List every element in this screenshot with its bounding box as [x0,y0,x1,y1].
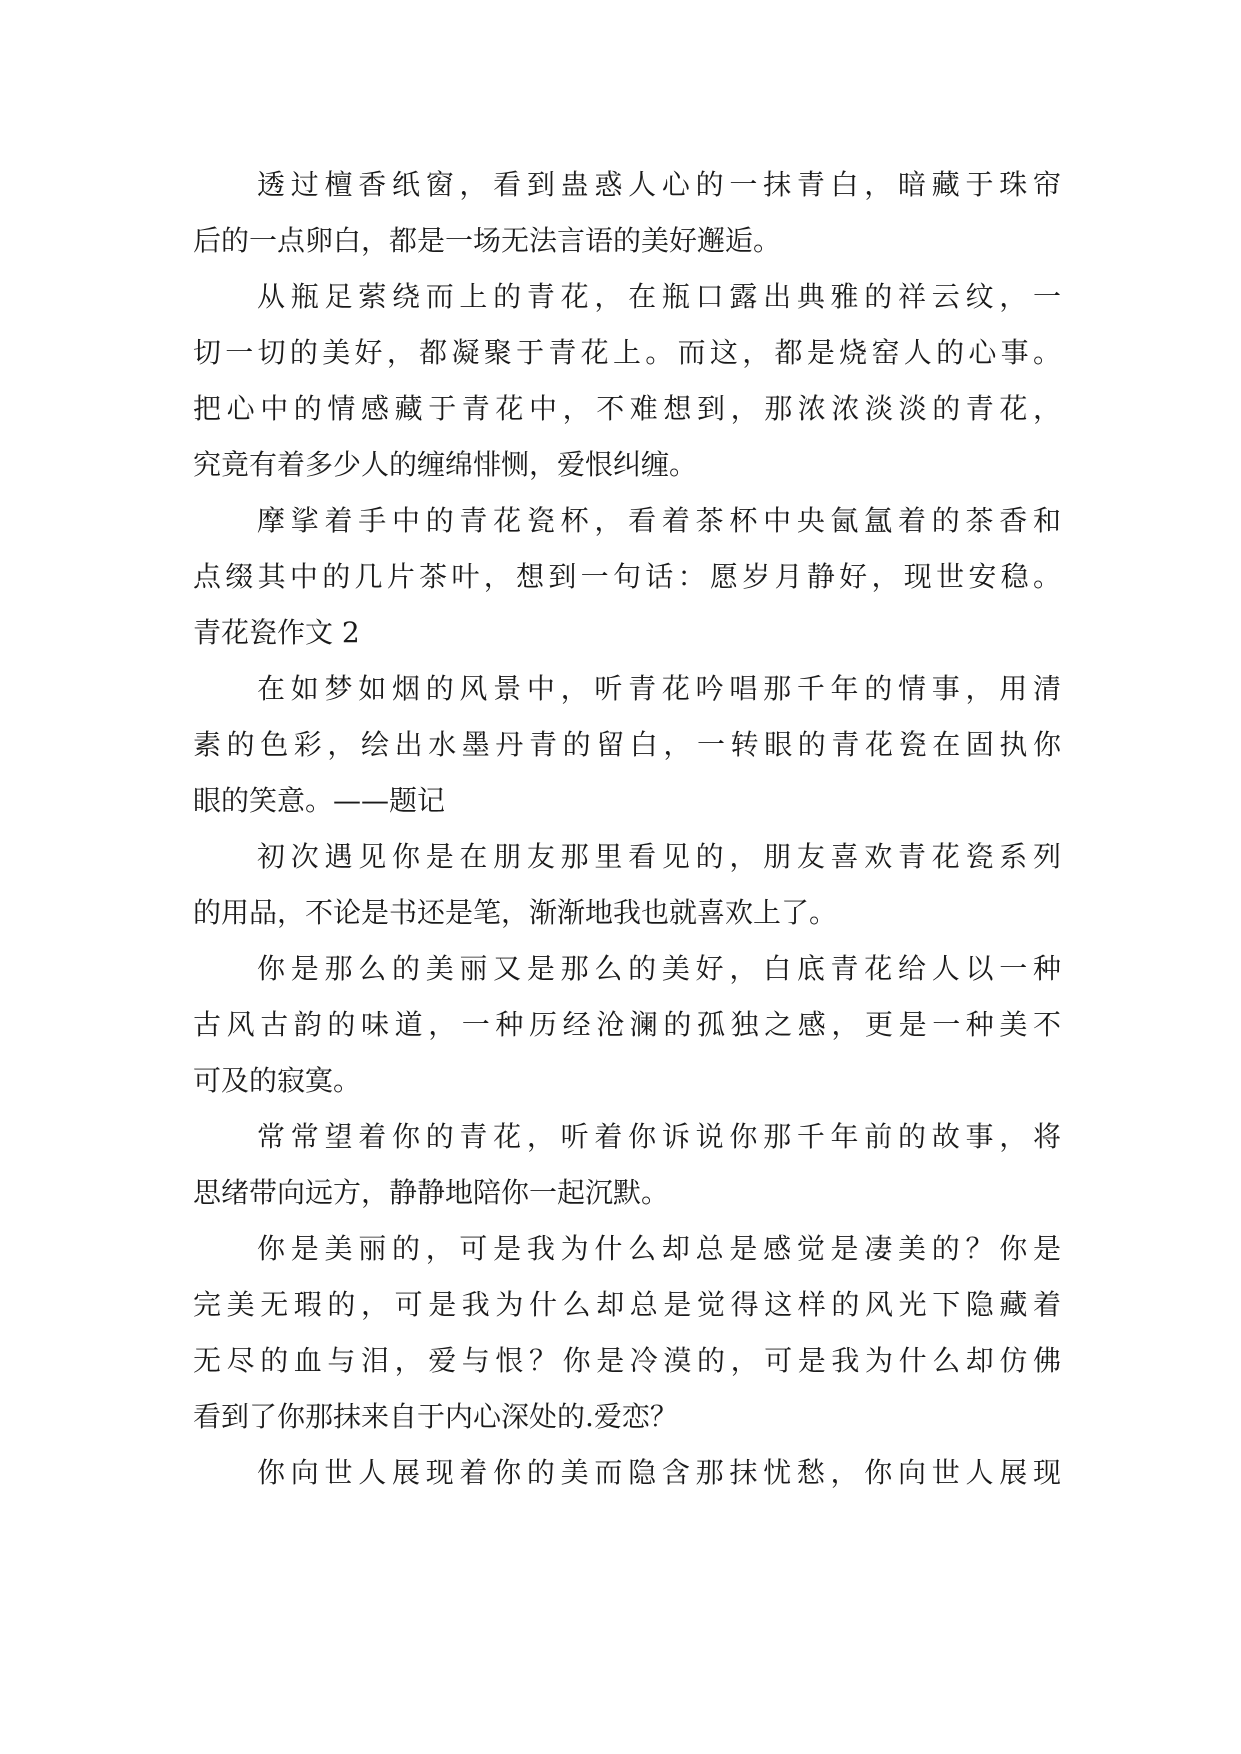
paragraph-line: 透过檀香纸窗，看到蛊惑人心的一抹青白，暗藏于珠帘 [257,168,1061,201]
paragraph-line: 在如梦如烟的风景中，听青花吟唱那千年的情事，用清 [257,672,1061,705]
paragraph-line: 常常望着你的青花，听着你诉说你那千年前的故事，将 [257,1120,1061,1153]
paragraph-line: 你是美丽的，可是我为什么却总是感觉是凄美的？你是 [257,1232,1061,1265]
paragraph-line: 点缀其中的几片茶叶，想到一句话：愿岁月静好，现世安稳。 [193,560,1061,593]
paragraph-line: 看到了你那抹来自于内心深处的.爱恋？ [193,1400,678,1433]
paragraph-line: 可及的寂寞。 [193,1064,362,1097]
paragraph-line: 眼的笑意。——题记 [193,784,446,817]
paragraph-line: 你向世人展现着你的美而隐含那抹忧愁，你向世人展现 [257,1456,1061,1489]
document-body [193,157,1061,1501]
paragraph-line: 思绪带向远方，静静地陪你一起沉默。 [193,1176,670,1209]
paragraph-line: 后的一点卵白，都是一场无法言语的美好邂逅。 [193,224,782,257]
paragraph-line: 切一切的美好，都凝聚于青花上。而这，都是烧窑人的心事。 [193,336,1061,369]
paragraph-line: 无尽的血与泪，爱与恨？你是冷漠的，可是我为什么却仿佛 [193,1344,1061,1377]
paragraph-line: 从瓶足萦绕而上的青花，在瓶口露出典雅的祥云纹，一 [257,280,1061,313]
section-heading: 青花瓷作文 2 [193,616,360,649]
paragraph-line: 古风古韵的味道，一种历经沧澜的孤独之感，更是一种美不 [193,1008,1061,1041]
paragraph-line: 摩挲着手中的青花瓷杯，看着茶杯中央氤氲着的茶香和 [257,504,1061,537]
paragraph-line: 把心中的情感藏于青花中，不难想到，那浓浓淡淡的青花， [193,392,1061,425]
paragraph-line: 初次遇见你是在朋友那里看见的，朋友喜欢青花瓷系列 [257,840,1061,873]
paragraph-line: 素的色彩，绘出水墨丹青的留白，一转眼的青花瓷在固执你 [193,728,1061,761]
paragraph-line: 你是那么的美丽又是那么的美好，白底青花给人以一种 [257,952,1061,985]
paragraph-line: 究竟有着多少人的缠绵悱恻，爱恨纠缠。 [193,448,698,481]
paragraph-line: 完美无瑕的，可是我为什么却总是觉得这样的风光下隐藏着 [193,1288,1061,1321]
paragraph-line: 的用品，不论是书还是笔，渐渐地我也就喜欢上了。 [193,896,838,929]
